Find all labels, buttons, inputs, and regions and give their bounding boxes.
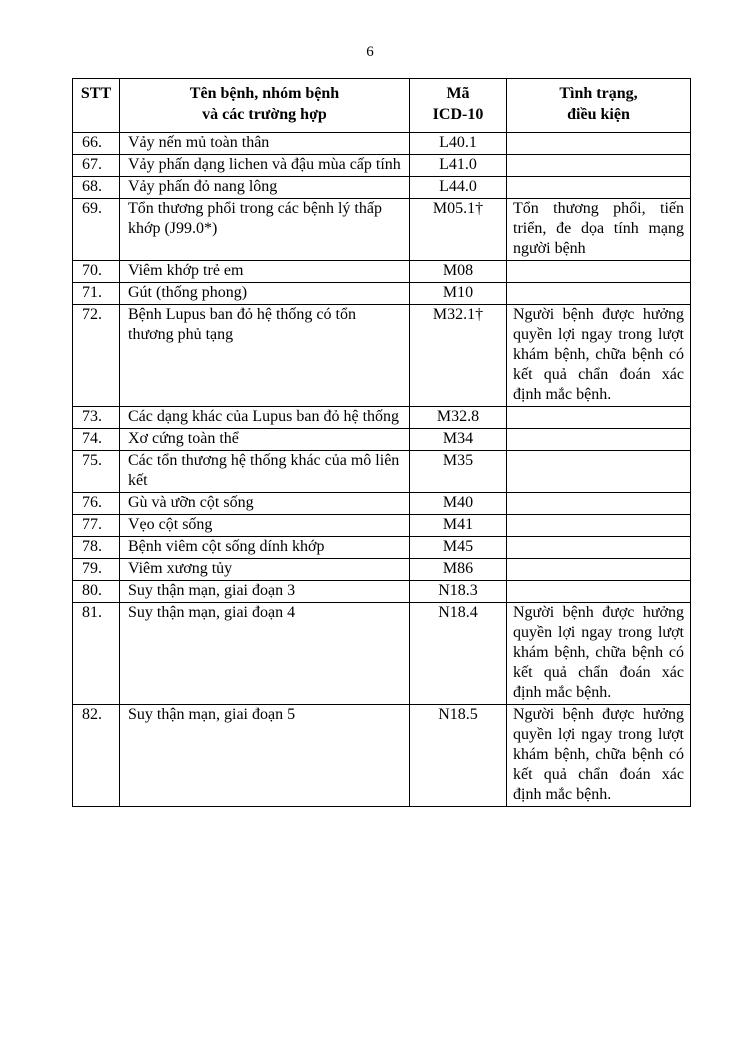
row-stt: 73. <box>73 407 120 429</box>
row-icd-code: M08 <box>410 261 507 283</box>
row-stt: 80. <box>73 581 120 603</box>
row-stt: 81. <box>73 603 120 705</box>
table-header-row <box>73 79 691 133</box>
header-cond-line2: điều kiện <box>567 106 630 123</box>
row-disease-name: Vảy phấn đỏ nang lông <box>120 177 410 199</box>
row-stt: 70. <box>73 261 120 283</box>
row-disease-name: Suy thận mạn, giai đoạn 3 <box>120 581 410 603</box>
table-row <box>73 493 691 515</box>
row-condition: Người bệnh được hưởng quyền lợi ngay trong lượt khám bệnh, chữa bệnh có kết quả chẩn đoán xác định mắc bệnh. <box>507 705 691 807</box>
row-icd-code: M40 <box>410 493 507 515</box>
row-stt: 76. <box>73 493 120 515</box>
row-icd-code: L41.0 <box>410 155 507 177</box>
table-row <box>73 515 691 537</box>
row-condition <box>507 581 691 603</box>
row-stt: 68. <box>73 177 120 199</box>
row-condition: Người bệnh được hưởng quyền lợi ngay trong lượt khám bệnh, chữa bệnh có kết quả chẩn đoán xác định mắc bệnh. <box>507 305 691 407</box>
row-condition: Tổn thương phổi, tiến triển, đe dọa tính mạng người bệnh <box>507 199 691 261</box>
row-condition <box>507 493 691 515</box>
row-condition <box>507 429 691 451</box>
row-icd-code: M32.1† <box>410 305 507 407</box>
row-icd-code: N18.4 <box>410 603 507 705</box>
row-disease-name: Các dạng khác của Lupus ban đỏ hệ thống <box>120 407 410 429</box>
header-cond-line1: Tình trạng, <box>559 85 638 102</box>
table-body <box>73 133 691 807</box>
row-icd-code: M34 <box>410 429 507 451</box>
row-icd-code: L40.1 <box>410 133 507 155</box>
row-condition <box>507 515 691 537</box>
icd-disease-table <box>72 78 691 807</box>
row-stt: 82. <box>73 705 120 807</box>
row-icd-code: N18.5 <box>410 705 507 807</box>
row-stt: 79. <box>73 559 120 581</box>
header-condition <box>507 79 691 133</box>
row-icd-code: M05.1† <box>410 199 507 261</box>
row-disease-name: Viêm khớp trẻ em <box>120 261 410 283</box>
table-row <box>73 283 691 305</box>
row-stt: 77. <box>73 515 120 537</box>
row-condition <box>507 177 691 199</box>
row-disease-name: Gút (thống phong) <box>120 283 410 305</box>
table-row <box>73 581 691 603</box>
table-row <box>73 603 691 705</box>
header-code-line2: ICD-10 <box>432 106 484 123</box>
row-icd-code: M41 <box>410 515 507 537</box>
header-name-line2: và các trường hợp <box>202 106 327 123</box>
row-stt: 69. <box>73 199 120 261</box>
row-disease-name: Vẹo cột sống <box>120 515 410 537</box>
row-disease-name: Vảy phấn dạng lichen và đậu mùa cấp tính <box>120 155 410 177</box>
table-row <box>73 537 691 559</box>
row-disease-name: Tổn thương phổi trong các bệnh lý thấp khớp (J99.0*) <box>120 199 410 261</box>
row-disease-name: Suy thận mạn, giai đoạn 4 <box>120 603 410 705</box>
row-icd-code: M86 <box>410 559 507 581</box>
table-row <box>73 199 691 261</box>
table-row <box>73 705 691 807</box>
row-condition <box>507 559 691 581</box>
header-stt: STT <box>73 79 120 133</box>
row-disease-name: Các tổn thương hệ thống khác của mô liên kết <box>120 451 410 493</box>
row-stt: 75. <box>73 451 120 493</box>
header-icd-code <box>410 79 507 133</box>
row-condition <box>507 155 691 177</box>
row-condition: Người bệnh được hưởng quyền lợi ngay trong lượt khám bệnh, chữa bệnh có kết quả chẩn đoán xác định mắc bệnh. <box>507 603 691 705</box>
table-row <box>73 559 691 581</box>
page-number: 6 <box>366 44 374 60</box>
table-row <box>73 261 691 283</box>
table-row <box>73 177 691 199</box>
row-condition <box>507 133 691 155</box>
row-stt: 78. <box>73 537 120 559</box>
row-condition <box>507 451 691 493</box>
table-row <box>73 429 691 451</box>
row-icd-code: M10 <box>410 283 507 305</box>
row-icd-code: M32.8 <box>410 407 507 429</box>
row-stt: 74. <box>73 429 120 451</box>
table-row <box>73 155 691 177</box>
row-icd-code: M45 <box>410 537 507 559</box>
row-stt: 67. <box>73 155 120 177</box>
row-disease-name: Vảy nến mủ toàn thân <box>120 133 410 155</box>
row-condition <box>507 407 691 429</box>
row-disease-name: Bệnh viêm cột sống dính khớp <box>120 537 410 559</box>
header-code-line1: Mã <box>446 85 470 102</box>
row-disease-name: Gù và ưỡn cột sống <box>120 493 410 515</box>
table-row <box>73 451 691 493</box>
table-row <box>73 133 691 155</box>
row-stt: 71. <box>73 283 120 305</box>
table-row <box>73 407 691 429</box>
row-icd-code: L44.0 <box>410 177 507 199</box>
row-condition <box>507 261 691 283</box>
table-row <box>73 305 691 407</box>
header-disease-name <box>120 79 410 133</box>
row-stt: 66. <box>73 133 120 155</box>
row-icd-code: M35 <box>410 451 507 493</box>
row-disease-name: Suy thận mạn, giai đoạn 5 <box>120 705 410 807</box>
row-disease-name: Bệnh Lupus ban đỏ hệ thống có tổn thương phủ tạng <box>120 305 410 407</box>
row-stt: 72. <box>73 305 120 407</box>
header-name-line1: Tên bệnh, nhóm bệnh <box>189 85 340 102</box>
row-condition <box>507 283 691 305</box>
row-disease-name: Xơ cứng toàn thể <box>120 429 410 451</box>
row-disease-name: Viêm xương tủy <box>120 559 410 581</box>
row-icd-code: N18.3 <box>410 581 507 603</box>
row-condition <box>507 537 691 559</box>
